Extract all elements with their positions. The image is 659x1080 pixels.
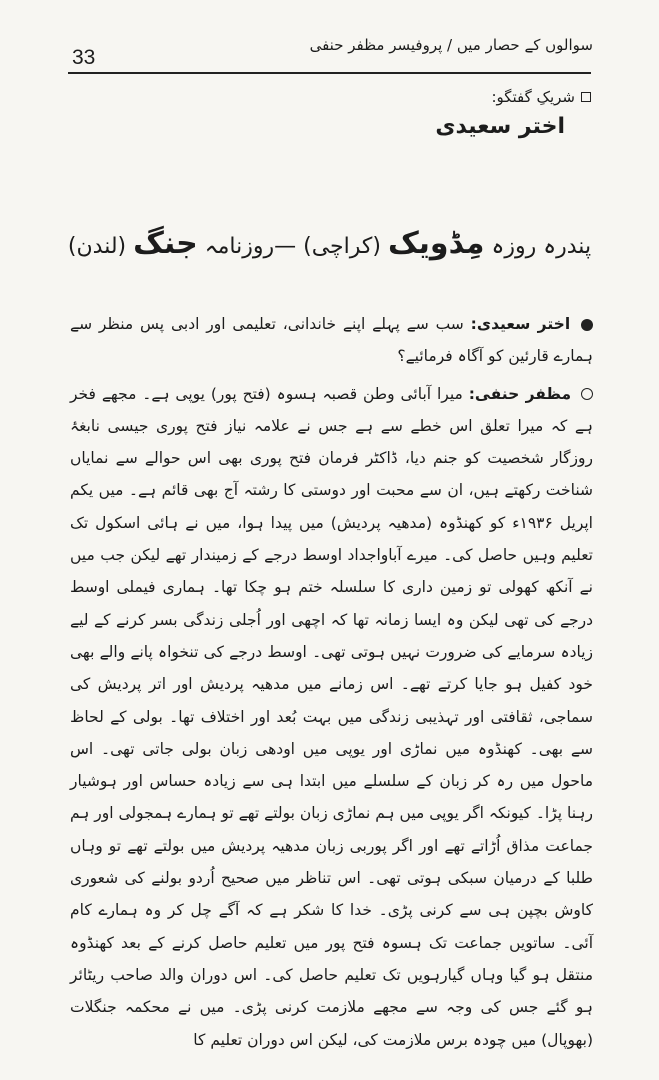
speaker-circle-icon xyxy=(581,388,593,400)
title-magazine: مِڈویک xyxy=(387,226,485,261)
title-separator: —روزنامہ xyxy=(204,234,297,259)
answer-text: میرا آبائی وطن قصبہ ہسوہ (فتح پور) یوپی ہے۔ مجھے فخر ہے کہ میرا تعلق اس خطے سے ہے جس نے علامہ نیاز فتح پوری جیسی نابغۂ روزگار شخصیت کو جنم دیا، ڈاکٹر فرمان فتح پوری بھی اس حوالے سے نمایاں شناخت رکھتے ہیں، ان سے محبت اور دوستی کا رشتہ آج بھی قائم ہے۔ میں یکم اپریل ۱۹۳۶ء کو کھنڈوہ (مدھیہ پردیش) میں پیدا ہوا، میں نے ہائی اسکول تک تعلیم وہیں حاصل کی۔ میرے آباواجداد اوسط درجے کے زمیندار تھے لیکن جب میں نے آنکھ کھولی تو زمین داری کا سلسلہ ختم ہو چکا تھا۔ ہماری فیملی اوسط درجے کی تھی لیکن وہ ایسا زمانہ تھا کہ اچھی اور اُجلی زندگی بسر کرنے کے لیے زیادہ سرمایے کی ضرورت نہیں ہوتی تھی۔ اوسط درجے کی تنخواہ پانے والے بھی خود کفیل ہو جایا کرتے تھے۔ اس زمانے میں مدھیہ پردیش اور اتر پردیش کی سماجی، ثقافتی اور تہذیبی زندگی میں بہت بُعد اور اختلاف تھا۔ بولی کے لحاظ سے بھی۔ کھنڈوہ میں نماڑی اور یوپی میں اودھی زبان بولی جاتی تھی۔ اس ماحول میں رہ کر زبان کے سلسلے میں ابتدا ہی سے زیادہ حساس اور ہوشیار رہنا پڑا۔ کیونکہ اگر یوپی میں ہم نماڑی زبان بولتے تھے تو ہمارے ہمجولی اور ہم جماعت مذاق اُڑاتے تھے اور اگر پوربی زبان مدھیہ پردیش میں بولتے تھے تو وہاں طلبا کے درمیان سبکی ہوتی تھی۔ اس تناظر میں صحیح اُردو بولنے کی شعوری کاوش بچپن ہی سے کرنی پڑی۔ خدا کا شکر ہے کہ آگے چل کر وہ ہمارے کام آئی۔ ساتویں جماعت تک ہسوہ فتح پور میں تعلیم حاصل کرنے کے بعد کھنڈوہ منتقل ہو گیا وہاں گیارہویں تک تعلیم حاصل کی۔ اس دوران والد صاحب ریٹائر ہو گئے جس کی وجہ سے مجھے ملازمت کرنی پڑی۔ میں نے محکمہ جنگلات (بھوپال) میں چودہ برس ملازمت کی، لیکن اس دوران تعلیم کا xyxy=(69,384,593,1049)
running-header: سوالوں کے حصار میں / پروفیسر مظفر حنفی xyxy=(309,36,593,54)
title-paper: جنگ xyxy=(133,226,198,261)
interview-label-text: شریکِ گفتگو: xyxy=(491,88,575,106)
speaker-dot-icon xyxy=(581,319,593,331)
title-city-1: (کراچی) xyxy=(303,234,381,259)
interview-label xyxy=(491,88,591,106)
question-text: سب سے پہلے اپنے خاندانی، تعلیمی اور ادبی پس منظر سے ہمارے قارئین کو آگاہ فرمائیے؟ xyxy=(70,315,593,366)
question-speaker: اختر سعیدی: xyxy=(470,315,571,333)
answer-paragraph xyxy=(70,378,593,1056)
checkbox-square-icon xyxy=(581,92,591,102)
question-paragraph xyxy=(70,308,593,373)
body-text xyxy=(70,308,593,1061)
page-title xyxy=(50,226,609,261)
title-city-2: (لندن) xyxy=(67,234,127,259)
title-pre: پندرہ روزہ xyxy=(491,234,592,259)
header-rule xyxy=(68,72,591,74)
answer-speaker: مظفر حنفی: xyxy=(468,384,572,403)
page-number: 33 xyxy=(72,46,96,69)
interviewer-name: اختر سعیدی xyxy=(435,114,565,139)
